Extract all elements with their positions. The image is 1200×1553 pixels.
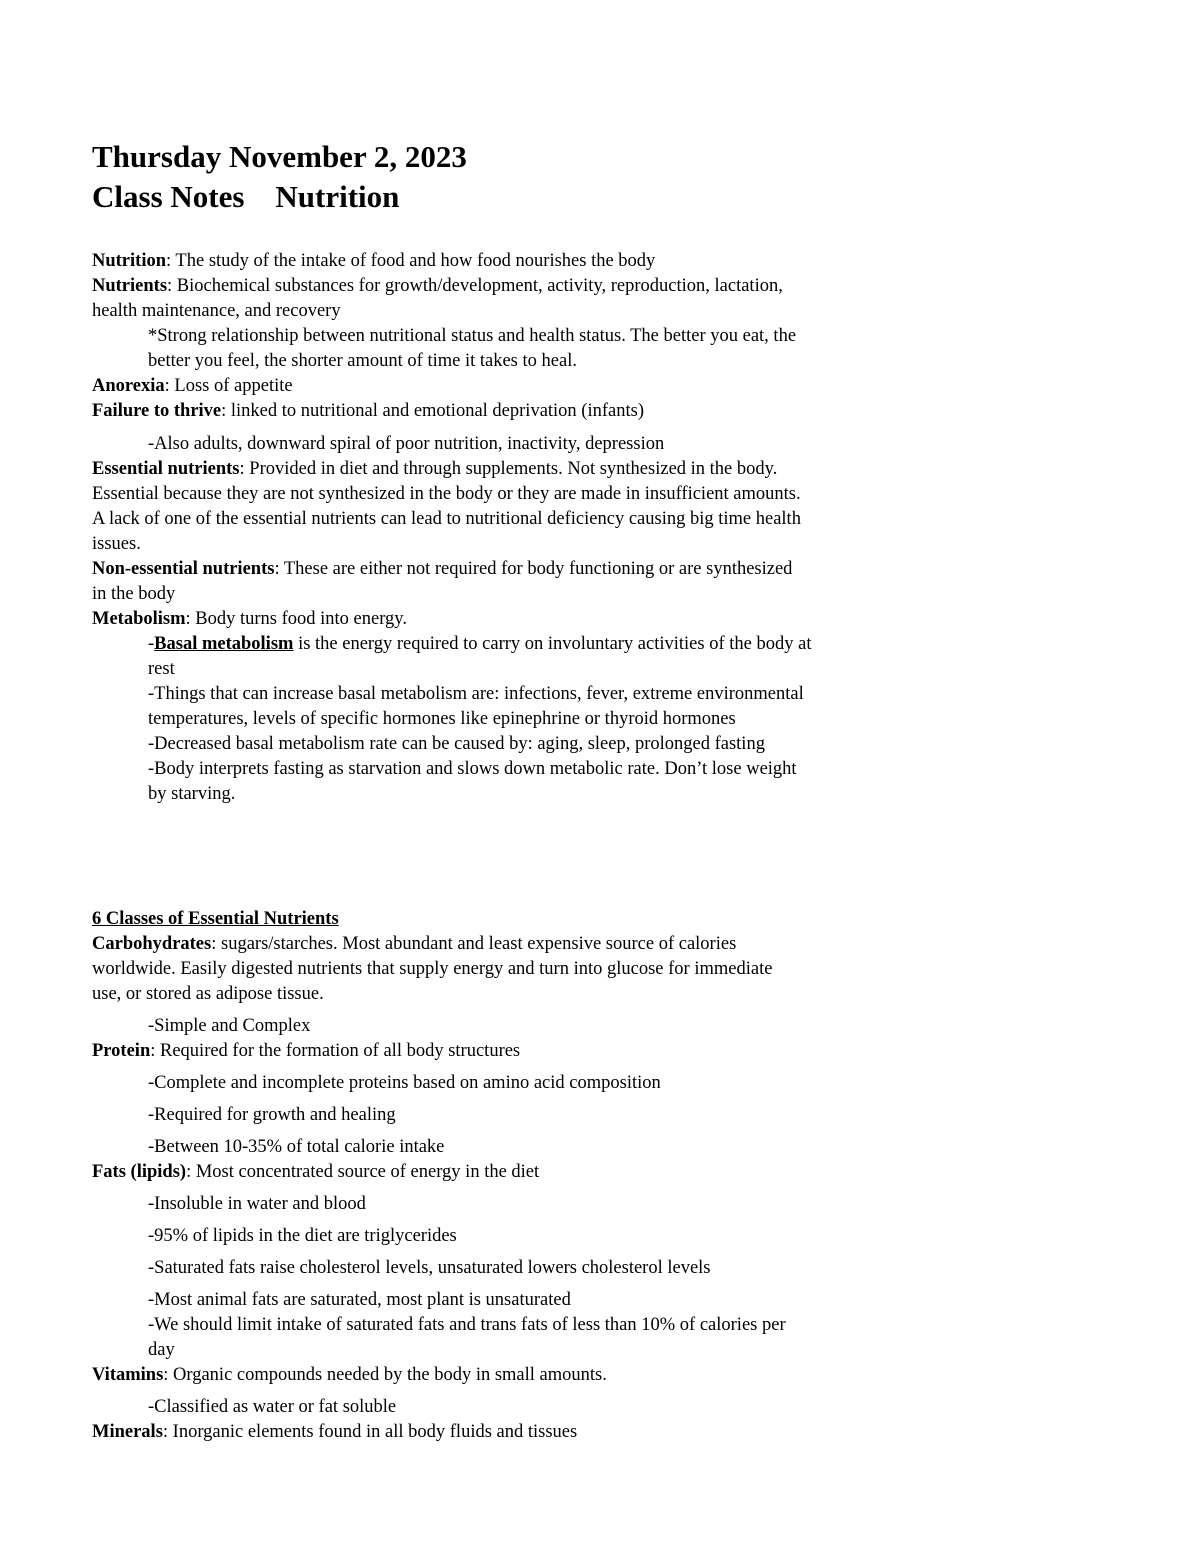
date-heading: Thursday November 2, 2023 — [92, 139, 467, 174]
section-essential-nutrients — [92, 907, 942, 1445]
section-nutrition-basics — [92, 249, 942, 807]
note-carbohydrates: -Simple and Complex — [148, 1016, 311, 1036]
definition-minerals: Minerals: Inorganic elements found in all body fluids and tissues — [92, 1422, 578, 1442]
definition-fats: Fats (lipids): Most concentrated source of energy in the diet — [92, 1162, 540, 1182]
definition-non-essential: Non-essential nutrients: These are either not required for body functioning or are synthesized — [92, 559, 793, 579]
note-fats: -95% of lipids in the diet are triglycerides — [148, 1226, 457, 1246]
definition-essential-nutrients: Essential nutrients: Provided in diet and through supplements. Not synthesized in the body. — [92, 459, 778, 479]
note-fats: -Insoluble in water and blood — [148, 1194, 366, 1214]
note-basal-metabolism-cont: rest — [148, 659, 175, 679]
note-fats: -Most animal fats are saturated, most plant is unsaturated — [148, 1290, 571, 1310]
definition-failure-to-thrive: Failure to thrive: linked to nutritional and emotional deprivation (infants) — [92, 401, 644, 421]
definition-essential-cont-2: A lack of one of the essential nutrients can lead to nutritional deficiency causing big time health — [92, 509, 801, 529]
note-failure-adults: -Also adults, downward spiral of poor nutrition, inactivity, depression — [148, 434, 665, 454]
note-strong-relationship: *Strong relationship between nutritional status and health status. The better you eat, the — [148, 326, 797, 346]
note-fasting: -Body interprets fasting as starvation and slows down metabolic rate. Don’t lose weight — [148, 759, 797, 779]
note-decreased-metabolism: -Decreased basal metabolism rate can be caused by: aging, sleep, prolonged fasting — [148, 734, 765, 754]
note-fats: -Saturated fats raise cholesterol levels, unsaturated lowers cholesterol levels — [148, 1258, 711, 1278]
definition-anorexia: Anorexia: Loss of appetite — [92, 376, 293, 396]
definition-vitamins: Vitamins: Organic compounds needed by the body in small amounts. — [92, 1365, 607, 1385]
note-protein: -Between 10-35% of total calorie intake — [148, 1137, 445, 1157]
note-fats-cont: day — [148, 1340, 175, 1360]
note-protein: -Complete and incomplete proteins based on amino acid composition — [148, 1073, 661, 1093]
definition-carbohydrates: Carbohydrates: sugars/starches. Most abundant and least expensive source of calories — [92, 934, 737, 954]
note-protein: -Required for growth and healing — [148, 1105, 396, 1125]
definition-protein: Protein: Required for the formation of all body structures — [92, 1041, 521, 1061]
definition-carbohydrates-cont-2: use, or stored as adipose tissue. — [92, 984, 324, 1004]
note-increase-metabolism-cont: temperatures, levels of specific hormones like epinephrine or thyroid hormones — [148, 709, 736, 729]
definition-essential-cont-1: Essential because they are not synthesized in the body or they are made in insufficient amounts. — [92, 484, 801, 504]
definition-carbohydrates-cont-1: worldwide. Easily digested nutrients that supply energy and turn into glucose for immediate — [92, 959, 773, 979]
section-heading: 6 Classes of Essential Nutrients — [92, 909, 339, 929]
page-title: Class Notes Nutrition — [92, 179, 400, 214]
definition-nutrients-cont: health maintenance, and recovery — [92, 301, 341, 321]
definition-essential-cont-3: issues. — [92, 534, 141, 554]
note-fats: -We should limit intake of saturated fats and trans fats of less than 10% of calories per — [148, 1315, 786, 1335]
definition-nutrients: Nutrients: Biochemical substances for growth/development, activity, reproduction, lactation, — [92, 276, 783, 296]
definition-nutrition: Nutrition: The study of the intake of food and how food nourishes the body — [92, 251, 656, 271]
definition-non-essential-cont: in the body — [92, 584, 176, 604]
note-fasting-cont: by starving. — [148, 784, 236, 804]
note-basal-metabolism: -Basal metabolism is the energy required to carry on involuntary activities of the body at — [148, 634, 812, 654]
note-increase-metabolism: -Things that can increase basal metabolism are: infections, fever, extreme environmental — [148, 684, 804, 704]
note-strong-relationship-cont: better you feel, the shorter amount of time it takes to heal. — [148, 351, 577, 371]
note-vitamins: -Classified as water or fat soluble — [148, 1397, 397, 1417]
definition-metabolism: Metabolism: Body turns food into energy. — [92, 609, 407, 629]
